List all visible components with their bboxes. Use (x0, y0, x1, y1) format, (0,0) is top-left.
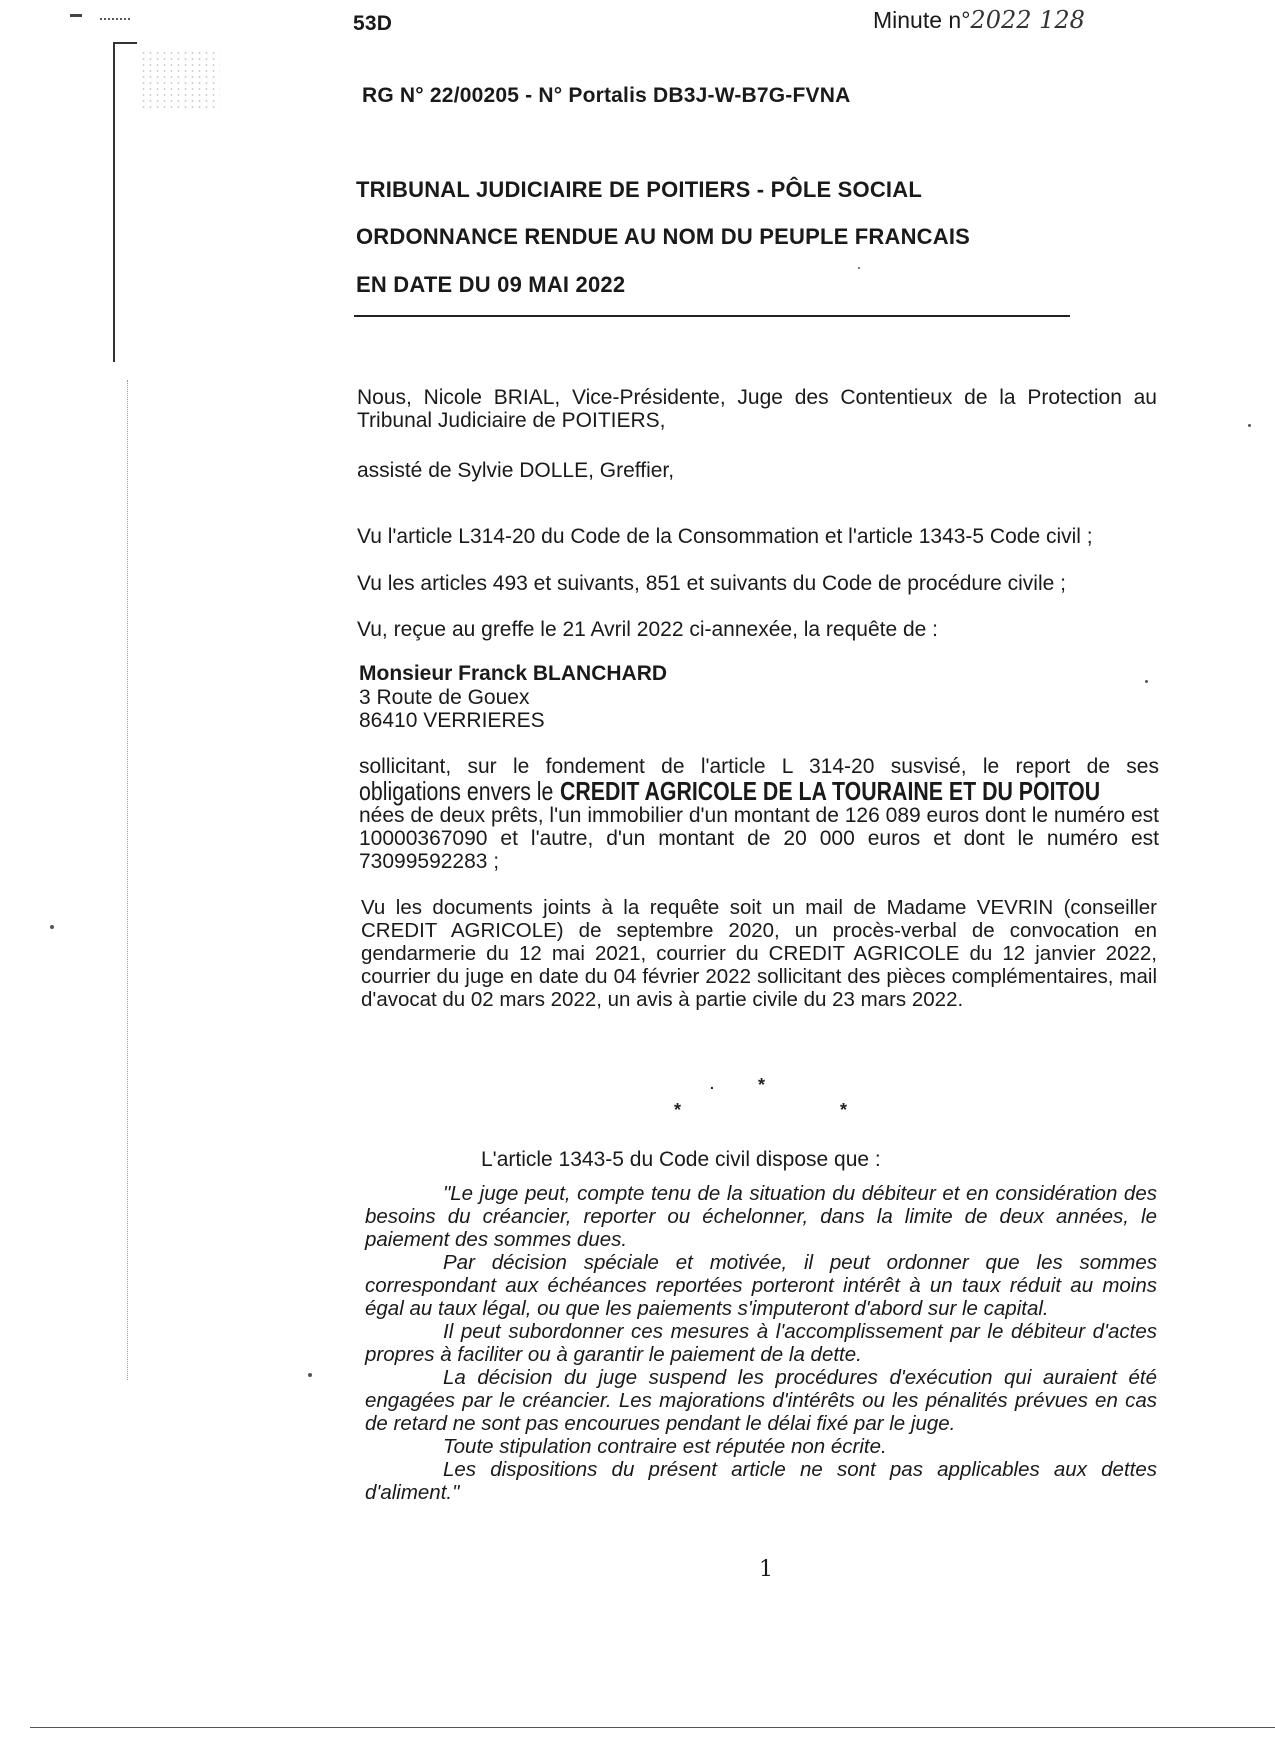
requerant-address-city: 86410 VERRIERES (359, 709, 545, 732)
separator-star: * (840, 1100, 848, 1120)
creditor-name: CREDIT AGRICOLE DE LA TOURAINE ET DU POITOU (560, 776, 1101, 806)
document-code: 53D (353, 12, 393, 35)
minute-handwritten: 2022 128 (970, 6, 1085, 34)
sollicitant-paragraph (359, 755, 1159, 873)
quote-paragraph: Il peut subordonner ces mesures à l'accomplissement par le débiteur d'actes propres à faciliter ou à garantir le paiement de la dette. (365, 1320, 1157, 1366)
requerant-name: Monsieur Franck BLANCHARD (359, 662, 668, 685)
separator-dot: . (710, 1076, 714, 1092)
documents-paragraph: Vu les documents joints à la requête soit un mail de Madame VEVRIN (conseiller CREDIT AGRICOLE) de septembre 2020, un procès-verbal de convocation en gendarmerie du 12 mai 2021, courrier du CREDIT AGRICOLE du 12 janvier 2022, courrier du juge en date du 04 février 2022 sollicitant des pièces complémentaires, mail d'avocat du 02 mars 2022, un avis à partie civile du 23 mars 2022. (361, 896, 1157, 1011)
title-tribunal: TRIBUNAL JUDICIAIRE DE POITIERS - PÔLE SOCIAL (356, 177, 922, 202)
sollicitant-line-3: nées de deux prêts, l'un immobilier d'un montant de 126 089 euros dont le numéro est 10000367090 et l'autre, d'un montant de 20 000 euros et dont le numéro est 73099592283 ; (359, 804, 1159, 873)
scan-speck (858, 267, 860, 269)
sollicitant-line-2 (359, 778, 1159, 804)
minute-label: Minute n° (873, 7, 971, 33)
sollicitant-line-1: sollicitant, sur le fondement de l'article L 314-20 susvisé, le report de ses (359, 755, 1159, 778)
footer-rule (30, 1727, 1275, 1728)
quote-paragraph: Les dispositions du présent article ne sont pas applicables aux dettes d'aliment." (365, 1458, 1157, 1504)
quote-paragraph: Par décision spéciale et motivée, il peut ordonner que les sommes correspondant aux échéances reportées porteront intérêt à un taux réduit au moins égal au taux légal, ou que les paiements s'imputeront d'abord sur le capital. (365, 1251, 1157, 1320)
quote-paragraph: Toute stipulation contraire est réputée non écrite. (443, 1435, 887, 1458)
scan-binding-tick (113, 42, 137, 44)
minute-number (873, 6, 1085, 34)
requerant-address-street: 3 Route de Gouex (359, 686, 530, 709)
article-intro: L'article 1343-5 du Code civil dispose que : (481, 1148, 881, 1171)
sollicitant-obligations: obligations envers le (359, 776, 554, 806)
rg-reference: RG N° 22/00205 - N° Portalis DB3J-W-B7G-FVNA (362, 84, 851, 107)
scan-speck (1248, 424, 1251, 427)
separator-star: * (674, 1100, 682, 1120)
scan-corner-scribble (100, 10, 130, 20)
title-divider (354, 315, 1070, 317)
vu-requete: Vu, reçue au greffe le 21 Avril 2022 ci-annexée, la requête de : (357, 618, 939, 641)
separator-star: * (758, 1075, 766, 1095)
judge-paragraph: Nous, Nicole BRIAL, Vice-Présidente, Juge des Contentieux de la Protection au Tribunal Judiciaire de POITIERS, (357, 386, 1157, 432)
title-ordonnance: ORDONNANCE RENDUE AU NOM DU PEUPLE FRANCAIS (356, 224, 971, 249)
page-number: 1 (759, 1557, 773, 1582)
quote-paragraph: La décision du juge suspend les procédures d'exécution qui auraient été engagées par le créancier. Les majorations d'intérêts ou les pénalités prévues en cas de retard ne sont pas encourues pendant le délai fixé par le juge. (365, 1366, 1157, 1435)
scan-speck (1145, 680, 1148, 683)
scan-binding-line (113, 42, 115, 362)
vu-procedure: Vu les articles 493 et suivants, 851 et suivants du Code de procédure civile ; (357, 572, 1066, 595)
clerk-paragraph: assisté de Sylvie DOLLE, Greffier, (357, 459, 675, 482)
requerant-block (359, 662, 667, 732)
scan-speck (50, 925, 54, 929)
scan-noise-patch (140, 50, 220, 110)
scan-speck (308, 1373, 312, 1377)
article-quote (365, 1182, 1157, 1504)
quote-paragraph: "Le juge peut, compte tenu de la situation du débiteur et en considération des besoins du créancier, reporter ou échelonner, dans la limite de deux années, le paiement des sommes dues. (365, 1182, 1157, 1251)
scan-corner-mark (70, 14, 82, 17)
vu-consommation: Vu l'article L314-20 du Code de la Consommation et l'article 1343-5 Code civil ; (357, 525, 1093, 548)
title-date: EN DATE DU 09 MAI 2022 (356, 272, 626, 297)
scan-binding-dotted (127, 380, 129, 1380)
